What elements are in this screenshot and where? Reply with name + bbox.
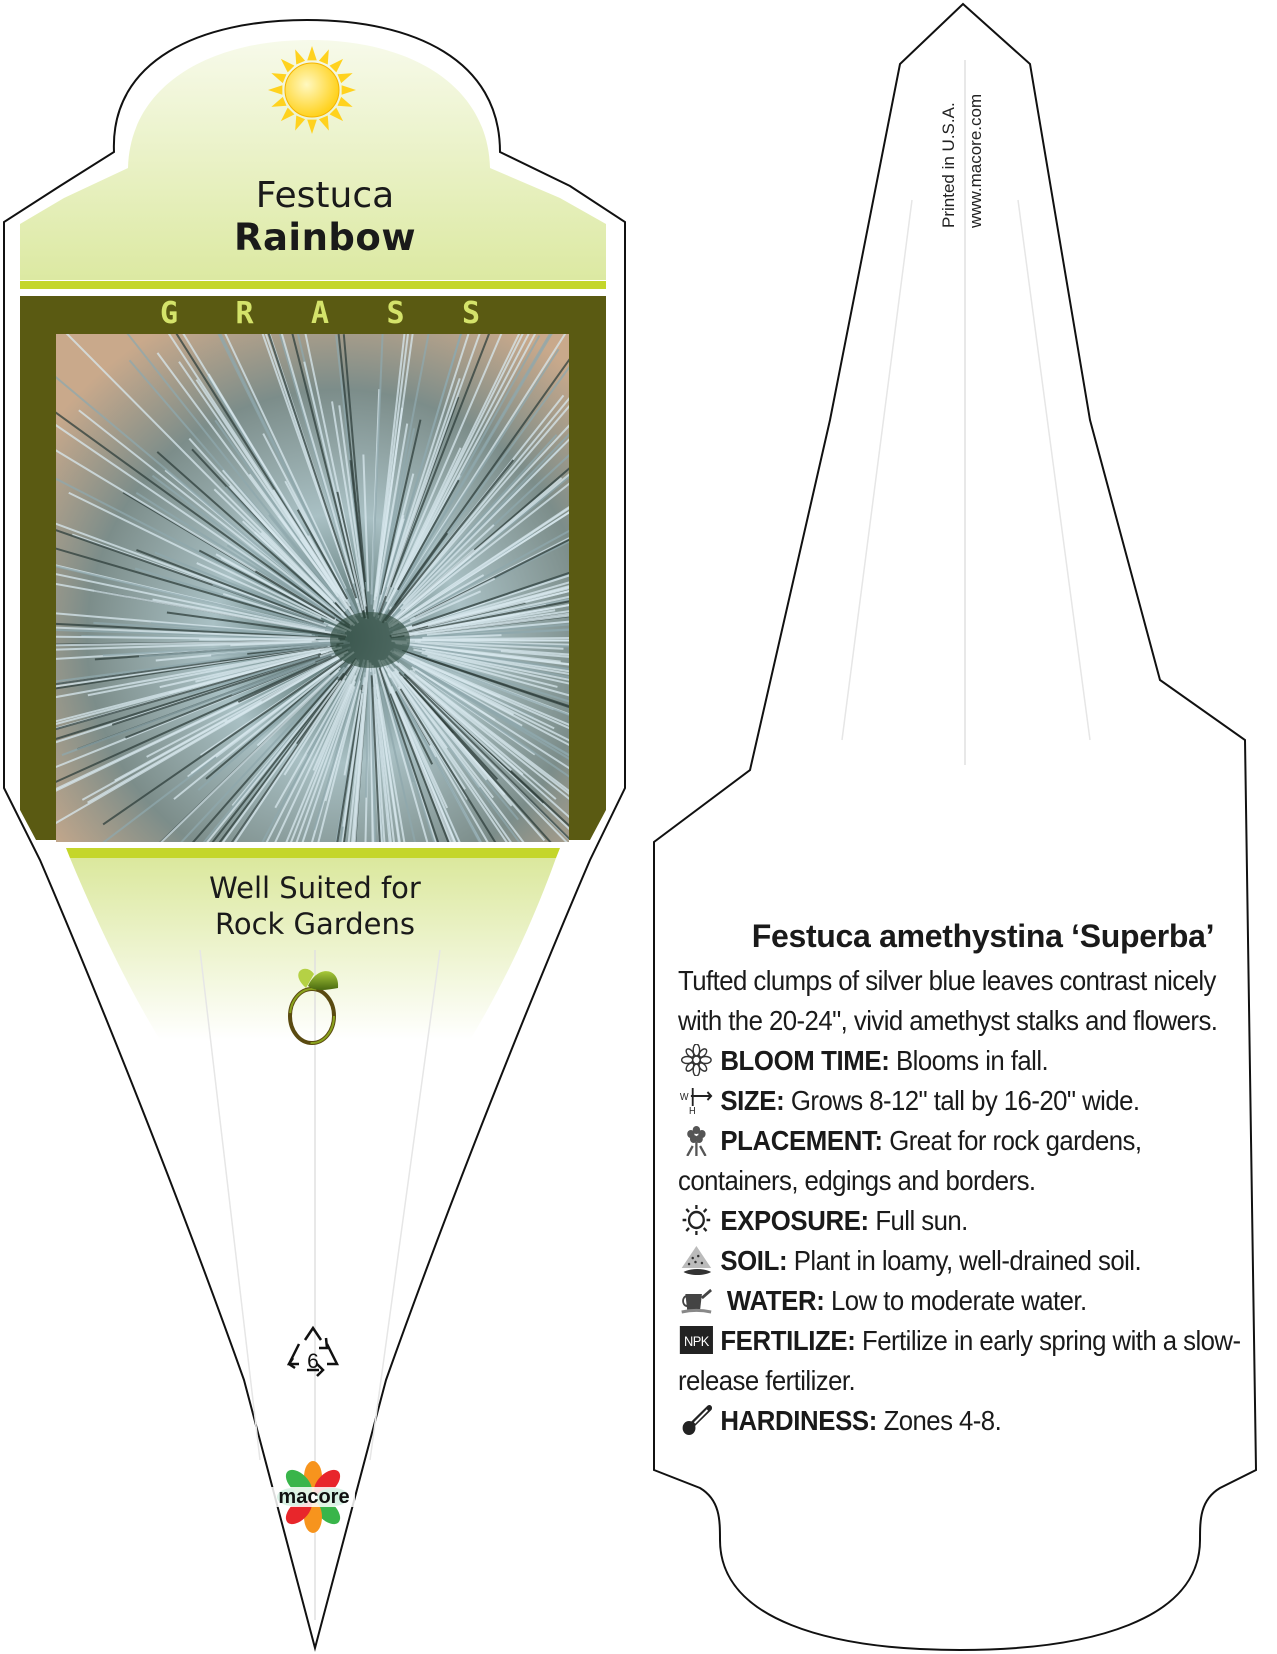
npk-icon	[678, 1324, 715, 1356]
watering-can-icon	[678, 1284, 715, 1316]
attribute-bloom-time	[678, 1041, 1248, 1081]
attribute-value: Plant in loamy, well-drained soil.	[793, 1245, 1142, 1276]
thermometer-icon	[678, 1404, 715, 1436]
category-letter: G	[160, 296, 179, 331]
sun-icon	[268, 46, 356, 134]
attribute-label: BLOOM TIME:	[720, 1045, 890, 1076]
printed-in: Printed in U.S.A.	[939, 102, 958, 228]
plant-genus: Festuca	[255, 175, 395, 216]
attribute-exposure	[678, 1201, 1248, 1241]
category-letter: S	[386, 296, 405, 331]
care-info	[678, 918, 1248, 1441]
soil-icon	[678, 1244, 715, 1276]
attribute-fertilize	[678, 1321, 1248, 1401]
attribute-hardiness	[678, 1401, 1248, 1441]
attribute-soil	[678, 1241, 1248, 1281]
attribute-value: Blooms in fall.	[896, 1045, 1049, 1076]
size-h-glyph: H	[689, 1105, 696, 1116]
attribute-value: Zones 4-8.	[883, 1405, 1002, 1436]
category-letter: R	[235, 296, 254, 331]
recycle-code: 6	[307, 1350, 319, 1373]
category-letter: A	[310, 296, 330, 331]
front-divider-band	[20, 281, 606, 289]
attribute-value: Grows 8-12" tall by 16-20" wide.	[790, 1085, 1140, 1116]
attribute-placement	[678, 1121, 1248, 1201]
tagline	[150, 870, 480, 942]
attribute-label: WATER:	[726, 1285, 825, 1316]
attribute-label: SIZE:	[720, 1085, 785, 1116]
plant-name: Rainbow	[233, 216, 417, 259]
website: www.macore.com	[966, 93, 985, 228]
description: Tufted clumps of silver blue leaves contrast nicely with the 20-24", vivid amethyst stalks and flowers.	[678, 965, 1218, 1036]
brand-name: macore	[278, 1486, 350, 1508]
attribute-water	[678, 1281, 1248, 1321]
flower-icon	[678, 1044, 715, 1076]
attribute-value: Low to moderate water.	[831, 1285, 1087, 1316]
sun-icon	[678, 1204, 715, 1236]
placement-icon	[678, 1124, 715, 1156]
attribute-label: HARDINESS:	[720, 1405, 877, 1436]
attribute-label: SOIL:	[720, 1245, 788, 1276]
category-letter: S	[461, 296, 480, 331]
front-lower-band	[66, 848, 560, 858]
attribute-size	[678, 1081, 1248, 1121]
npk-label: NPK	[683, 1333, 709, 1350]
tagline-line: Rock Gardens	[215, 907, 415, 941]
size-icon	[678, 1084, 715, 1116]
attribute-label: EXPOSURE:	[720, 1205, 869, 1236]
attribute-value: Full sun.	[875, 1205, 968, 1236]
category-label	[160, 296, 480, 331]
tagline-line: Well Suited for	[209, 871, 421, 905]
attribute-label: FERTILIZE:	[720, 1325, 856, 1356]
attribute-value: Great for rock gardens, containers, edgings and borders.	[678, 1125, 1142, 1196]
size-w-glyph: W	[679, 1091, 688, 1104]
attribute-label: PLACEMENT:	[720, 1125, 883, 1156]
attribute-value: Fertilize in early spring with a slow-release fertilizer.	[678, 1325, 1241, 1396]
botanical-name: Festuca amethystina ‘Superba’	[751, 918, 1215, 954]
